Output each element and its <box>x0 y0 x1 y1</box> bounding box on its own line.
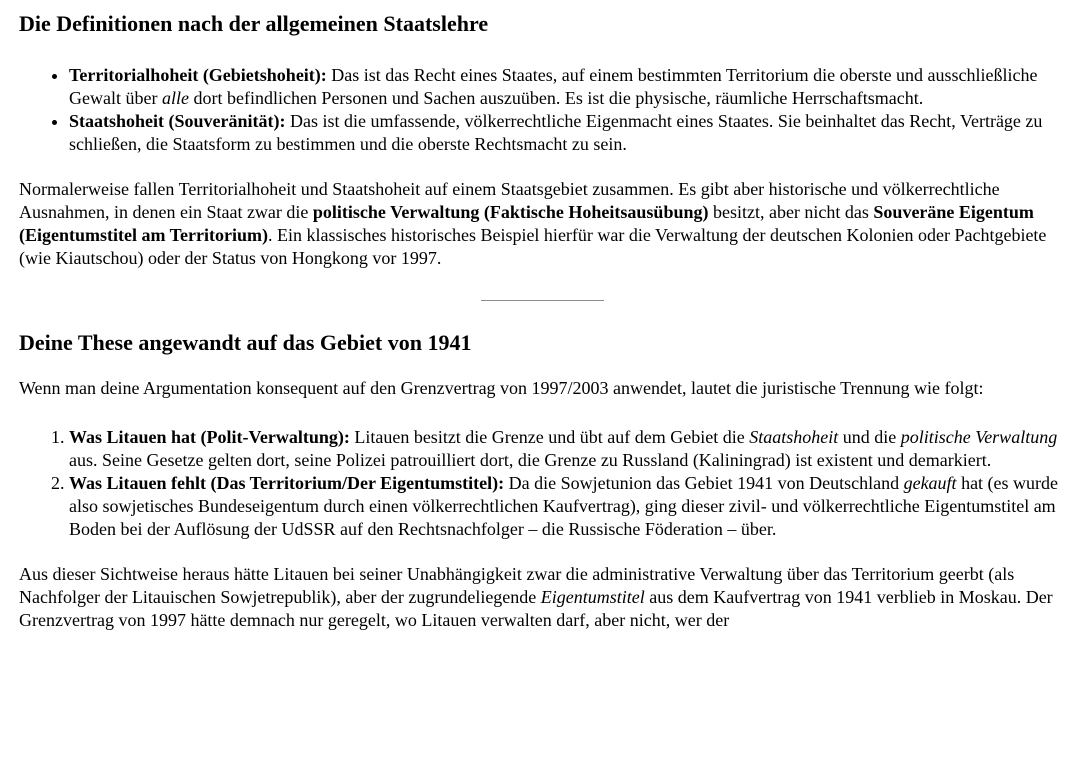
emphasis-text: alle <box>161 88 189 108</box>
definitions-list <box>19 64 1069 156</box>
bold-text: Souveräne Eigentum (Eigentumstitel am Territorium) <box>19 202 1034 245</box>
emphasis-text: Eigentumstitel <box>540 587 645 607</box>
paragraph-intro: Wenn man deine Argumentation konsequent auf den Grenzvertrag von 1997/2003 anwendet, lautet die juristische Trennung wie folgt: <box>19 378 984 398</box>
list-text: Das ist die umfassende, völkerrechtliche Eigenmacht eines Staates. Sie beinhaltet das Recht, Verträge zu schließen, die Staatsform zu bestimmen und die oberste Rechtsmacht zu sein. <box>69 111 1043 154</box>
paragraph-text: Aus dieser Sichtweise heraus hätte Litauen bei seiner Unabhängigkeit zwar die administrative Verwaltung über das Territorium geerbt (als Nachfolger der Litauischen Sowjetrepublik), aber der zugrundeliegende <box>19 564 1015 607</box>
paragraph-text: besitzt, aber nicht das <box>708 202 874 222</box>
list-item-staatshoheit <box>69 110 1069 156</box>
section-divider <box>481 300 604 301</box>
emphasis-text: politische Verwaltung <box>900 427 1058 447</box>
emphasis-text: gekauft <box>903 473 957 493</box>
numbered-list <box>19 426 1069 541</box>
emphasis-text: Staatshoheit <box>749 427 839 447</box>
list-text: hat (es wurde also sowjetisches Bundeseigentum durch einen völkerrechtlichen Kaufvertrag), ging dieser zivil- und völkerrechtliche Eigentumstitel am Boden bei der Auflösung der UdSSR auf den Rechtsnachfolger – die Russische Föderation – über. <box>69 473 1059 539</box>
list-text: Litauen besitzt die Grenze und übt auf dem Gebiet die <box>349 427 750 447</box>
list-text: Da die Sowjetunion das Gebiet 1941 von Deutschland <box>504 473 904 493</box>
list-item-litauen-fehlt <box>69 472 1069 541</box>
paragraph-text: Normalerweise fallen Territorialhoheit und Staatshoheit auf einem Staatsgebiet zusammen. Es gibt aber historische und völkerrechtliche Ausnahmen, in denen ein Staat zwar die <box>19 179 1000 222</box>
paragraph-text: . Ein klassisches historisches Beispiel hierfür war die Verwaltung der deutschen Kolonien oder Pachtgebiete (wie Kiautschou) oder der Status von Hongkong vor 1997. <box>19 225 1047 268</box>
paragraph-text: aus dem Kaufvertrag von 1941 verblieb in Moskau. Der Grenzvertrag von 1997 hätte demnach nur geregelt, wo Litauen verwalten darf, aber nicht, wer der <box>19 587 1053 630</box>
section-heading-definitions: Die Definitionen nach der allgemeinen Staatslehre <box>19 11 489 36</box>
list-text: Das ist das Recht eines Staates, auf einem bestimmten Territorium die oberste und ausschließliche Gewalt über <box>69 65 1038 108</box>
term-label: Was Litauen hat (Polit-Verwaltung): <box>69 427 350 447</box>
list-item-territorialhoheit <box>69 64 1069 110</box>
list-text: dort befindlichen Personen und Sachen auszuüben. Es ist die physische, räumliche Herrschaftsmacht. <box>188 88 924 108</box>
term-label: Staatshoheit (Souveränität): <box>69 111 286 131</box>
list-item-litauen-hat <box>69 426 1069 472</box>
paragraph-normalerweise <box>19 178 1069 270</box>
bold-text: politische Verwaltung (Faktische Hoheitsausübung) <box>312 202 709 222</box>
term-label: Was Litauen fehlt (Das Territorium/Der Eigentumstitel): <box>69 473 505 493</box>
list-text: aus. Seine Gesetze gelten dort, seine Polizei patrouilliert dort, die Grenze zu Russland (Kaliningrad) ist existent und demarkiert. <box>69 450 992 470</box>
term-label: Territorialhoheit (Gebietshoheit): <box>69 65 327 85</box>
section-heading-these: Deine These angewandt auf das Gebiet von 1941 <box>19 330 472 355</box>
list-text: und die <box>838 427 901 447</box>
paragraph-closing <box>19 563 1069 632</box>
